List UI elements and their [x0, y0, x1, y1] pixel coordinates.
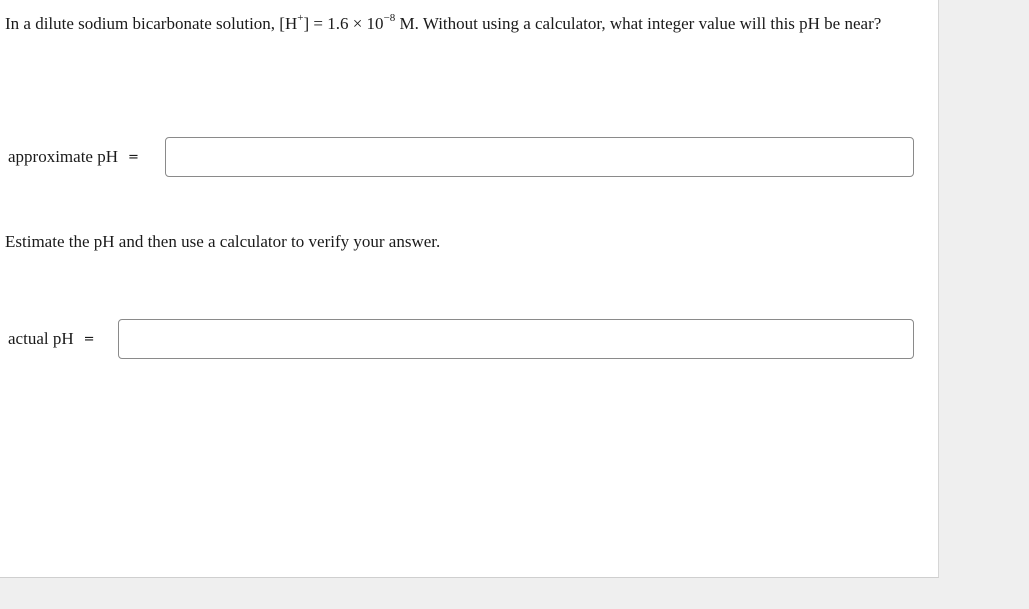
question-text-part2: ] = 1.6 × 10: [303, 14, 384, 33]
actual-ph-label: actual pH: [8, 329, 74, 348]
question-text-part1: In a dilute sodium bicarbonate solution, [H: [5, 14, 298, 33]
approximate-ph-label-group: [0, 147, 165, 167]
actual-ph-row: [0, 317, 914, 361]
approximate-ph-row: [0, 135, 914, 179]
equals-sign: =: [128, 149, 139, 165]
equals-sign: =: [83, 331, 95, 347]
plus-superscript: +: [297, 12, 304, 25]
question-text-part3: M. Without using a calculator, what integer value will this pH be near?: [395, 14, 882, 33]
instruction-text: Estimate the pH and then use a calculator to verify your answer.: [5, 232, 441, 251]
approximate-ph-input[interactable]: [165, 137, 914, 177]
question-text: [5, 10, 905, 38]
actual-ph-input[interactable]: [118, 319, 914, 359]
approximate-ph-label: approximate pH: [8, 147, 118, 166]
actual-ph-label-group: [0, 329, 118, 349]
exponent-superscript: −8: [383, 12, 396, 25]
